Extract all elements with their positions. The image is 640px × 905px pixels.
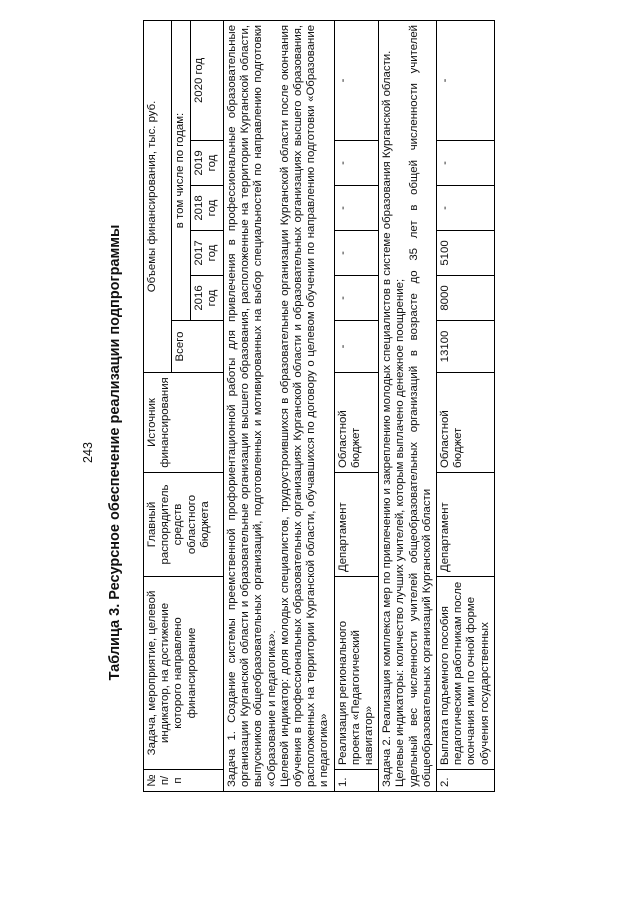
row-2-total: 13100 xyxy=(437,321,495,373)
row-1-2020: - xyxy=(334,20,379,140)
task-1-indicator: Целевой индикатор: доля молодых специалистов, трудоустроившихся в образовательные организации Курганской области после окончания обучения в профессиональных образовательных организациях Курганской области и образовательных организациях высшего образования, расположенных на территории Курганской области, обучавшихся по договору о целевом обучении по направлению подготовки «Образование и педагогика» xyxy=(278,24,331,787)
row-1-2018: - xyxy=(334,186,379,231)
row-2-manager: Департамент xyxy=(437,473,495,577)
row-1-name: Реализация регионального проекта «Педагогический навигатор» xyxy=(334,577,379,770)
resource-table xyxy=(143,20,495,792)
row-2-2019: - xyxy=(437,141,495,186)
header-year-2019: 2019 год xyxy=(191,141,224,186)
row-2-2017: 5100 xyxy=(437,231,495,276)
header-task: Задача, мероприятие, целевой индикатор, на достижение которого направлено финансирование xyxy=(144,577,224,770)
task-1 xyxy=(224,20,335,791)
task-2-indicator-1: Целевые индикаторы: количество лучших учителей, которым выплачено денежное поощрение; xyxy=(394,278,407,787)
header-year-2020: 2020 год xyxy=(191,20,224,140)
row-1-2016: - xyxy=(334,276,379,321)
row-2-2016: 8000 xyxy=(437,276,495,321)
task-1-text: Задача 1. Создание системы преемственной профориентационной работы для привлечения в профессиональные образовательные организации Курганской области и образовательные организации высшего образования, расположенные на территории Курганской области, выпускников общеобразовательных организаций, подготовленных и мотивированных на выбор специальностей по направлению подготовки «Образование и педагогика». xyxy=(226,24,278,787)
task-2 xyxy=(379,20,437,791)
task-2-text: Задача 2. Реализация комплекса мер по привлечению и закреплению молодых специалистов в системе образования Курганской области. xyxy=(381,50,394,787)
row-2-2018: - xyxy=(437,186,495,231)
header-num: № п/п xyxy=(144,770,224,792)
table-row xyxy=(437,20,495,791)
table-row xyxy=(334,20,379,791)
page-number: 243 xyxy=(81,442,95,463)
header-year-2017: 2017 год xyxy=(191,231,224,276)
row-1-num: 1. xyxy=(334,770,379,792)
header-year-2016: 2016 год xyxy=(191,276,224,321)
table-title: Таблица 3. Ресурсное обеспечение реализации подпрограммы xyxy=(107,224,123,681)
header-year-2018: 2018 год xyxy=(191,186,224,231)
row-1-total: - xyxy=(334,321,379,373)
header-manager: Главный распорядитель средств областного бюджета xyxy=(144,473,224,577)
row-1-2017: - xyxy=(334,231,379,276)
header-by-year: в том числе по годам: xyxy=(172,20,191,320)
task-2-indicator-2: удельный вес численности учителей общеобразовательных организаций в возрасте до 35 лет в общей численности учителей общеобразовательных организаций Курганской области xyxy=(407,24,433,787)
header-total: Всего xyxy=(172,321,224,373)
row-2-2020: - xyxy=(437,20,495,140)
row-2-name: Выплата подъемного пособия педагогическим работникам после окончания ими по очной форме обучения государственных xyxy=(437,577,495,770)
row-2-num: 2. xyxy=(437,770,495,792)
row-1-manager: Департамент xyxy=(334,473,379,577)
header-volume: Объемы финансирования, тыс. руб. xyxy=(144,20,172,372)
row-1-source: Областной бюджет xyxy=(334,373,379,473)
row-1-2019: - xyxy=(334,141,379,186)
row-2-source: Областной бюджет xyxy=(437,373,495,473)
header-source: Источник финансирования xyxy=(144,373,224,473)
